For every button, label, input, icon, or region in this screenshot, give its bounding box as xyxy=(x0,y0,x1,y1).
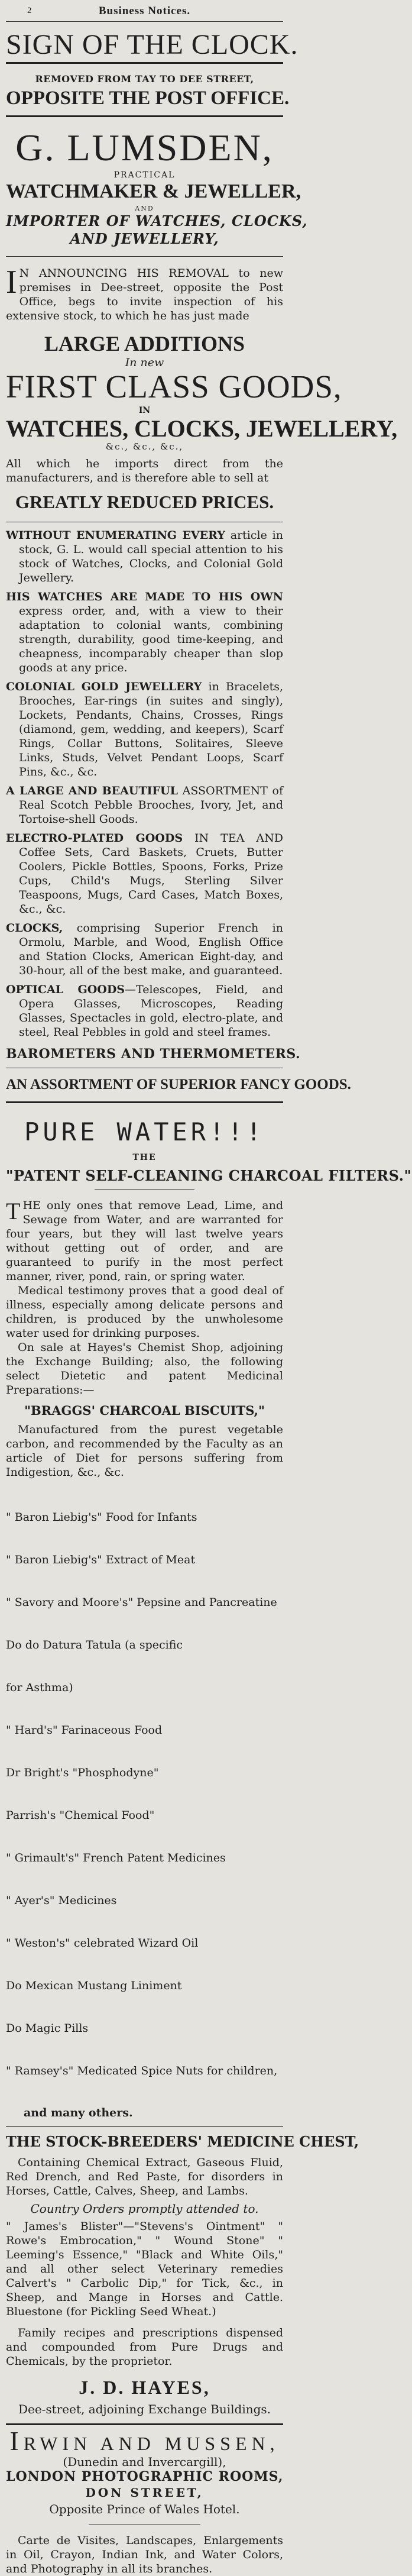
list-item: Parrish's "Chemical Food" xyxy=(6,1809,155,1822)
large-additions: LARGE ADDITIONS xyxy=(44,332,245,355)
pure-water-advert xyxy=(6,1117,412,2127)
chest-contents-paragraph: Containing Chemical Extract, Gaseous Fluid, Red Drench, and Red Paste, for disorders in Horses, Cattle, Calves, Sheep, and Lambs. xyxy=(6,2156,283,2197)
divider xyxy=(6,62,283,64)
divider xyxy=(6,1101,283,1103)
list-item: ELECTRO-PLATED GOODS IN TEA AND Coffee Sets, Card Baskets, Cruets, Butter Coolers, Pickle Bottles, Spoons, Forks, Prize Cups, Child's Mugs, Sterling Silver Teaspoons, Mugs, Card Cases, Match Boxes, &c., &c. xyxy=(6,832,283,916)
rooms-heading: LONDON PHOTOGRAPHIC ROOMS, xyxy=(6,2469,284,2484)
shop-address: Dee-street, adjoining Exchange Buildings. xyxy=(18,2402,271,2416)
intro-paragraph: I N ANNOUNCING HIS REMOVAL to new premises in Dee-street, opposite the Post Office, begs to invite inspection of his extensive stock, to which he has just made xyxy=(6,264,283,322)
biscuits-paragraph: Manufactured from the purest vegetable carbon, and recommended by the Faculty as an article of Diet for persons suffering from Indigestion, &c., &c. xyxy=(6,1423,283,1479)
list-item: " Baron Liebig's" Extract of Meat xyxy=(6,1553,196,1566)
barometers-heading: BAROMETERS AND THERMOMETERS. xyxy=(6,1046,301,1062)
towns-line: (Dunedin and Invercargill), xyxy=(63,2455,226,2469)
the-label: THE xyxy=(132,1153,157,1162)
patent-filters-heading: "PATENT SELF-CLEANING CHARCOAL FILTERS." xyxy=(6,1167,412,1184)
and-many-others: and many others. xyxy=(24,2106,133,2119)
trade-heading: WATCHMAKER & JEWELLER, xyxy=(6,180,301,202)
list-item: WITHOUT ENUMERATING EVERY article in stock, G. L. would call special attention to his stock of Watches, Clocks, and Colonial Gold Jewellery. xyxy=(6,529,283,584)
list-item: " Hard's" Farinaceous Food xyxy=(6,1724,163,1737)
in-new-label: In new xyxy=(125,356,164,369)
street-heading: DON STREET, xyxy=(85,2485,204,2500)
opposite-post-office: OPPOSITE THE POST OFFICE. xyxy=(6,88,290,109)
medical-paragraph: Medical testimony proves that a good deal of illness, especially among delicate persons and children, is produced by the unwholesome water used for drinking purposes. xyxy=(6,1284,283,1340)
drop-cap: I xyxy=(9,2426,24,2456)
divider xyxy=(6,21,283,22)
list-item: COLONIAL GOLD JEWELLERY in Bracelets, Brooches, Ear-rings (in suites and singly), Lockets, Pendants, Chains, Crosses, Rings (diamond, gem, wedding, and keepers), Scarf Rings, Collar Buttons, Solitaires, Sleeve Links, Studs, Velvet Pendant Loops, Scarf Pins, &c., &c. xyxy=(6,680,283,778)
proprietor-name: G. LUMSDEN, xyxy=(15,127,274,169)
list-item: Do do Datura Tatula (a specific xyxy=(6,1638,183,1651)
lumsden-advert xyxy=(6,29,398,1103)
list-item: " Grimault's" French Patent Medicines xyxy=(6,1851,226,1864)
list-item: CLOCKS, comprising Superior French in Ormolu, Marble, and Wood, English Office and Station Clocks, American Eight-day, and 30-hour, all of the best make, and guaranteed. xyxy=(6,922,283,977)
on-sale-paragraph: On sale at Hayes's Chemist Shop, adjoining the Exchange Building; also, the following select Dietetic and patent Medicinal Preparations:— xyxy=(6,1341,283,1397)
list-item: Do Mexican Mustang Liniment xyxy=(6,1979,182,1992)
import-direct-paragraph: All which he imports direct from the manufacturers, and is therefore able to sell at xyxy=(6,457,283,484)
reduced-prices: GREATLY REDUCED PRICES. xyxy=(15,492,274,512)
list-item: " Weston's" celebrated Wizard Oil xyxy=(6,1937,199,1950)
drop-cap: T xyxy=(6,1198,21,1224)
divider xyxy=(6,256,283,257)
removed-notice: REMOVED FROM TAY TO DEE STREET, xyxy=(35,73,254,85)
list-item: " Ayer's" Medicines xyxy=(6,1894,117,1907)
and-label: AND xyxy=(135,205,154,212)
list-item: " Savory and Moore's" Pepsine and Pancreatine xyxy=(6,1596,277,1609)
list-item: Dr Bright's "Phosphodyne" xyxy=(6,1766,159,1779)
services-paragraph: Carte de Visites, Landscapes, Enlargements in Oil, Crayon, Indian Ink, and Water Colors, and Photography in all its branches. xyxy=(6,2534,283,2575)
fancy-goods-heading: AN ASSORTMENT OF SUPERIOR FANCY GOODS. xyxy=(6,1077,351,1093)
medicine-chest-advert xyxy=(6,2133,359,2425)
advert-title: PURE WATER!!! xyxy=(24,1117,265,1146)
divider xyxy=(6,115,283,117)
list-item: OPTICAL GOODS—Telescopes, Field, and Opera Glasses, Microscopes, Reading Glasses, Spectacles in gold, electro-plate, and steel, Real Pebbles in gold and steel frames. xyxy=(6,983,283,1039)
first-class-goods: FIRST CLASS GOODS, xyxy=(6,369,342,405)
divider xyxy=(6,2126,283,2127)
watches-clocks-jewellery: WATCHES, CLOCKS, JEWELLERY, xyxy=(6,415,398,442)
proprietor-signature: J. D. HAYES, xyxy=(79,2377,210,2398)
section-header xyxy=(6,0,283,18)
drop-cap: I xyxy=(6,264,17,300)
biscuits-heading: "BRAGGS' CHARCOAL BISCUITS," xyxy=(24,1403,265,1418)
importer-heading: IMPORTER OF WATCHES, CLOCKS, xyxy=(6,212,308,230)
veterinary-paragraph: " James's Blister"—"Stevens's Ointment" " Rowe's Embrocation," " Wound Stone" " Leeming's Essence," "Black and White Oils," and all other select Veterinary remedies Calvert's " Carbolic Dip," for Tick, &c., in Sheep, and Mange in Horses and Cattle. Bluestone (for Pickling Seed Wheat.) xyxy=(6,2220,283,2318)
list-item: Do Magic Pills xyxy=(6,2022,89,2035)
section-title: Business Notices. xyxy=(98,5,191,17)
preparations-list xyxy=(6,1482,283,2106)
in-label: IN xyxy=(138,406,151,415)
list-item: for Asthma) xyxy=(6,1681,73,1694)
stock-items xyxy=(6,528,283,1039)
divider xyxy=(6,2423,283,2425)
opposite-hotel: Opposite Prince of Wales Hotel. xyxy=(49,2502,240,2516)
practical-label: PRACTICAL xyxy=(113,170,176,180)
jewellery-heading: AND JEWELLERY, xyxy=(70,230,219,247)
page-folio: 2 xyxy=(27,6,33,15)
list-item: " Ramsey's" Medicated Spice Nuts for children, xyxy=(6,2064,278,2077)
list-item: A LARGE AND BEAUTIFUL ASSORTMENT of Real Scotch Pebble Brooches, Ivory, Jet, and Tortoise-shell Goods. xyxy=(6,784,283,826)
etc-label: &c., &c., &c., xyxy=(105,441,184,452)
irwin-mussen-advert xyxy=(6,2426,284,2576)
country-orders: Country Orders promptly attended to. xyxy=(30,2202,259,2216)
recipes-paragraph: Family recipes and prescriptions dispensed and compounded from Pure Drugs and Chemicals, by the proprietor. xyxy=(6,2326,283,2368)
list-item: HIS WATCHES ARE MADE TO HIS OWN express order, and, with a view to their adaptation to colonial wants, combining strength, durability, good time-keeping, and cheapness, incomparably cheaper than slop goods at any price. xyxy=(6,590,283,674)
list-item: " Baron Liebig's" Food for Infants xyxy=(6,1511,197,1524)
filters-paragraph: THE only ones that remove Lead, Lime, and Sewage from Water, and are warranted for four years, but they will last twelve years without getting out of order, and are guaranteed to purify in the most perfect manner, river, pond, rain, or spring water. xyxy=(6,1198,283,1283)
advert-title: THE STOCK-BREEDERS' MEDICINE CHEST, xyxy=(6,2133,359,2150)
advert-title: IRWIN AND MUSSEN, xyxy=(9,2426,280,2456)
advert-title: SIGN OF THE CLOCK. xyxy=(6,29,299,60)
